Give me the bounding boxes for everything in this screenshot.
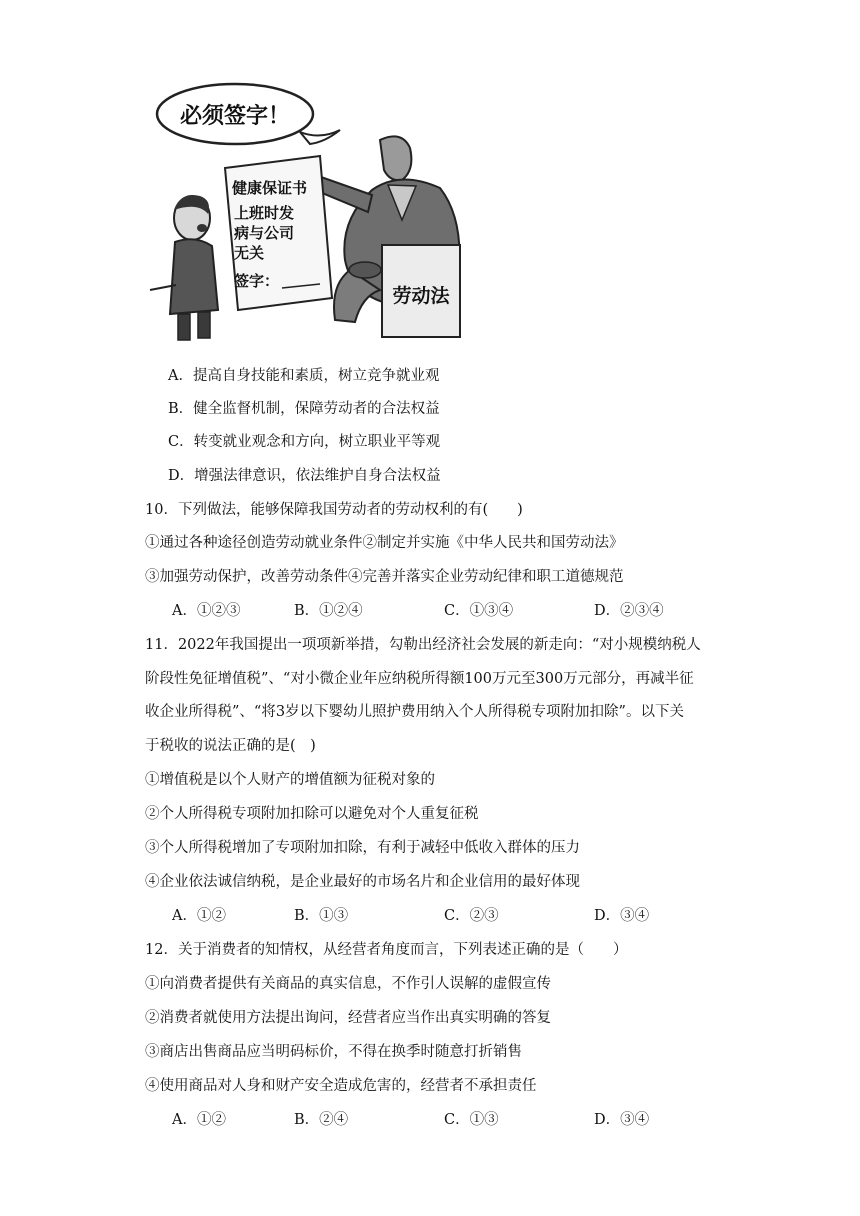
q11-statement-4: ④企业依法诚信纳税，是企业最好的市场名片和企业信用的最好体现 xyxy=(145,874,580,890)
q12-choice-a: A．①② xyxy=(172,1112,226,1128)
document-line-3: 无关 xyxy=(234,244,265,262)
q9-option-c: C．转变就业观念和方向，树立职业平等观 xyxy=(168,434,441,450)
document-line-2: 病与公司 xyxy=(234,224,295,242)
q12-statement-2: ②消费者就使用方法提出询问，经营者应当作出真实明确的答复 xyxy=(145,1010,551,1026)
q12-choice-b: B．②④ xyxy=(294,1112,349,1128)
q10-statement-1: ①通过各种途径创造劳动就业条件②制定并实施《中华人民共和国劳动法》 xyxy=(145,535,624,551)
q11-choice-c: C．②③ xyxy=(444,908,499,924)
q11-choice-d: D．③④ xyxy=(594,908,650,924)
q12-choices xyxy=(172,1110,732,1130)
q11-statement-1: ①增值税是以个人财产的增值额为征税对象的 xyxy=(145,772,435,788)
labor-law-label: 劳动法 xyxy=(392,285,450,307)
q12-choice-d: D．③④ xyxy=(594,1112,650,1128)
q12-statement-4: ④使用商品对人身和财产安全造成危害的，经营者不承担责任 xyxy=(145,1078,537,1094)
q9-option-a: A．提高自身技能和素质，树立竞争就业观 xyxy=(168,368,440,384)
q9-option-b: B．健全监督机制，保障劳动者的合法权益 xyxy=(168,401,440,417)
document-line-1: 上班时发 xyxy=(234,204,295,222)
q11-statement-2: ②个人所得税专项附加扣除可以避免对个人重复征税 xyxy=(145,806,479,822)
q10-choices xyxy=(172,601,732,621)
q10-stem: 10．下列做法，能够保障我国劳动者的劳动权利的有( ) xyxy=(145,502,523,518)
q11-statement-3: ③个人所得税增加了专项附加扣除，有利于减轻中低收入群体的压力 xyxy=(145,840,580,856)
q11-stem-line-3: 收企业所得税”、“将3岁以下婴幼儿照护费用纳入个人所得税专项附加扣除”。以下关 xyxy=(145,704,684,720)
q10-choice-a: A．①②③ xyxy=(172,603,241,619)
q10-choice-c: C．①③④ xyxy=(444,603,514,619)
q10-choice-b: B．①②④ xyxy=(294,603,363,619)
q11-choice-a: A．①② xyxy=(172,908,226,924)
speech-text: 必须签字！ xyxy=(179,104,291,129)
q10-statement-2: ③加强劳动保护，改善劳动条件④完善并落实企业劳动纪律和职工道德规范 xyxy=(145,569,624,585)
q11-choices xyxy=(172,906,732,926)
q11-choice-b: B．①③ xyxy=(294,908,349,924)
q12-stem: 12．关于消费者的知情权，从经营者角度而言，下列表述正确的是（ ） xyxy=(145,942,628,958)
q11-stem-line-4: 于税收的说法正确的是( ) xyxy=(145,738,316,754)
q12-statement-1: ①向消费者提供有关商品的真实信息，不作引人误解的虚假宣传 xyxy=(145,976,551,992)
cartoon-illustration xyxy=(140,70,470,350)
document-sign: 签字： xyxy=(234,272,280,290)
q11-stem-line-2: 阶段性免征增值税”、“对小微企业年应纳税所得额100万元至300万元部分，再减半征 xyxy=(145,671,694,687)
q12-statement-3: ③商店出售商品应当明码标价，不得在换季时随意打折销售 xyxy=(145,1044,522,1060)
q12-choice-c: C．①③ xyxy=(444,1112,499,1128)
q11-stem-line-1: 11．2022年我国提出一项项新举措，勾勒出经济社会发展的新走向：“对小规模纳税人 xyxy=(145,637,701,653)
document-title: 健康保证书 xyxy=(232,179,308,197)
q10-choice-d: D．②③④ xyxy=(594,603,664,619)
q9-option-d: D．增强法律意识，依法维护自身合法权益 xyxy=(168,468,441,484)
